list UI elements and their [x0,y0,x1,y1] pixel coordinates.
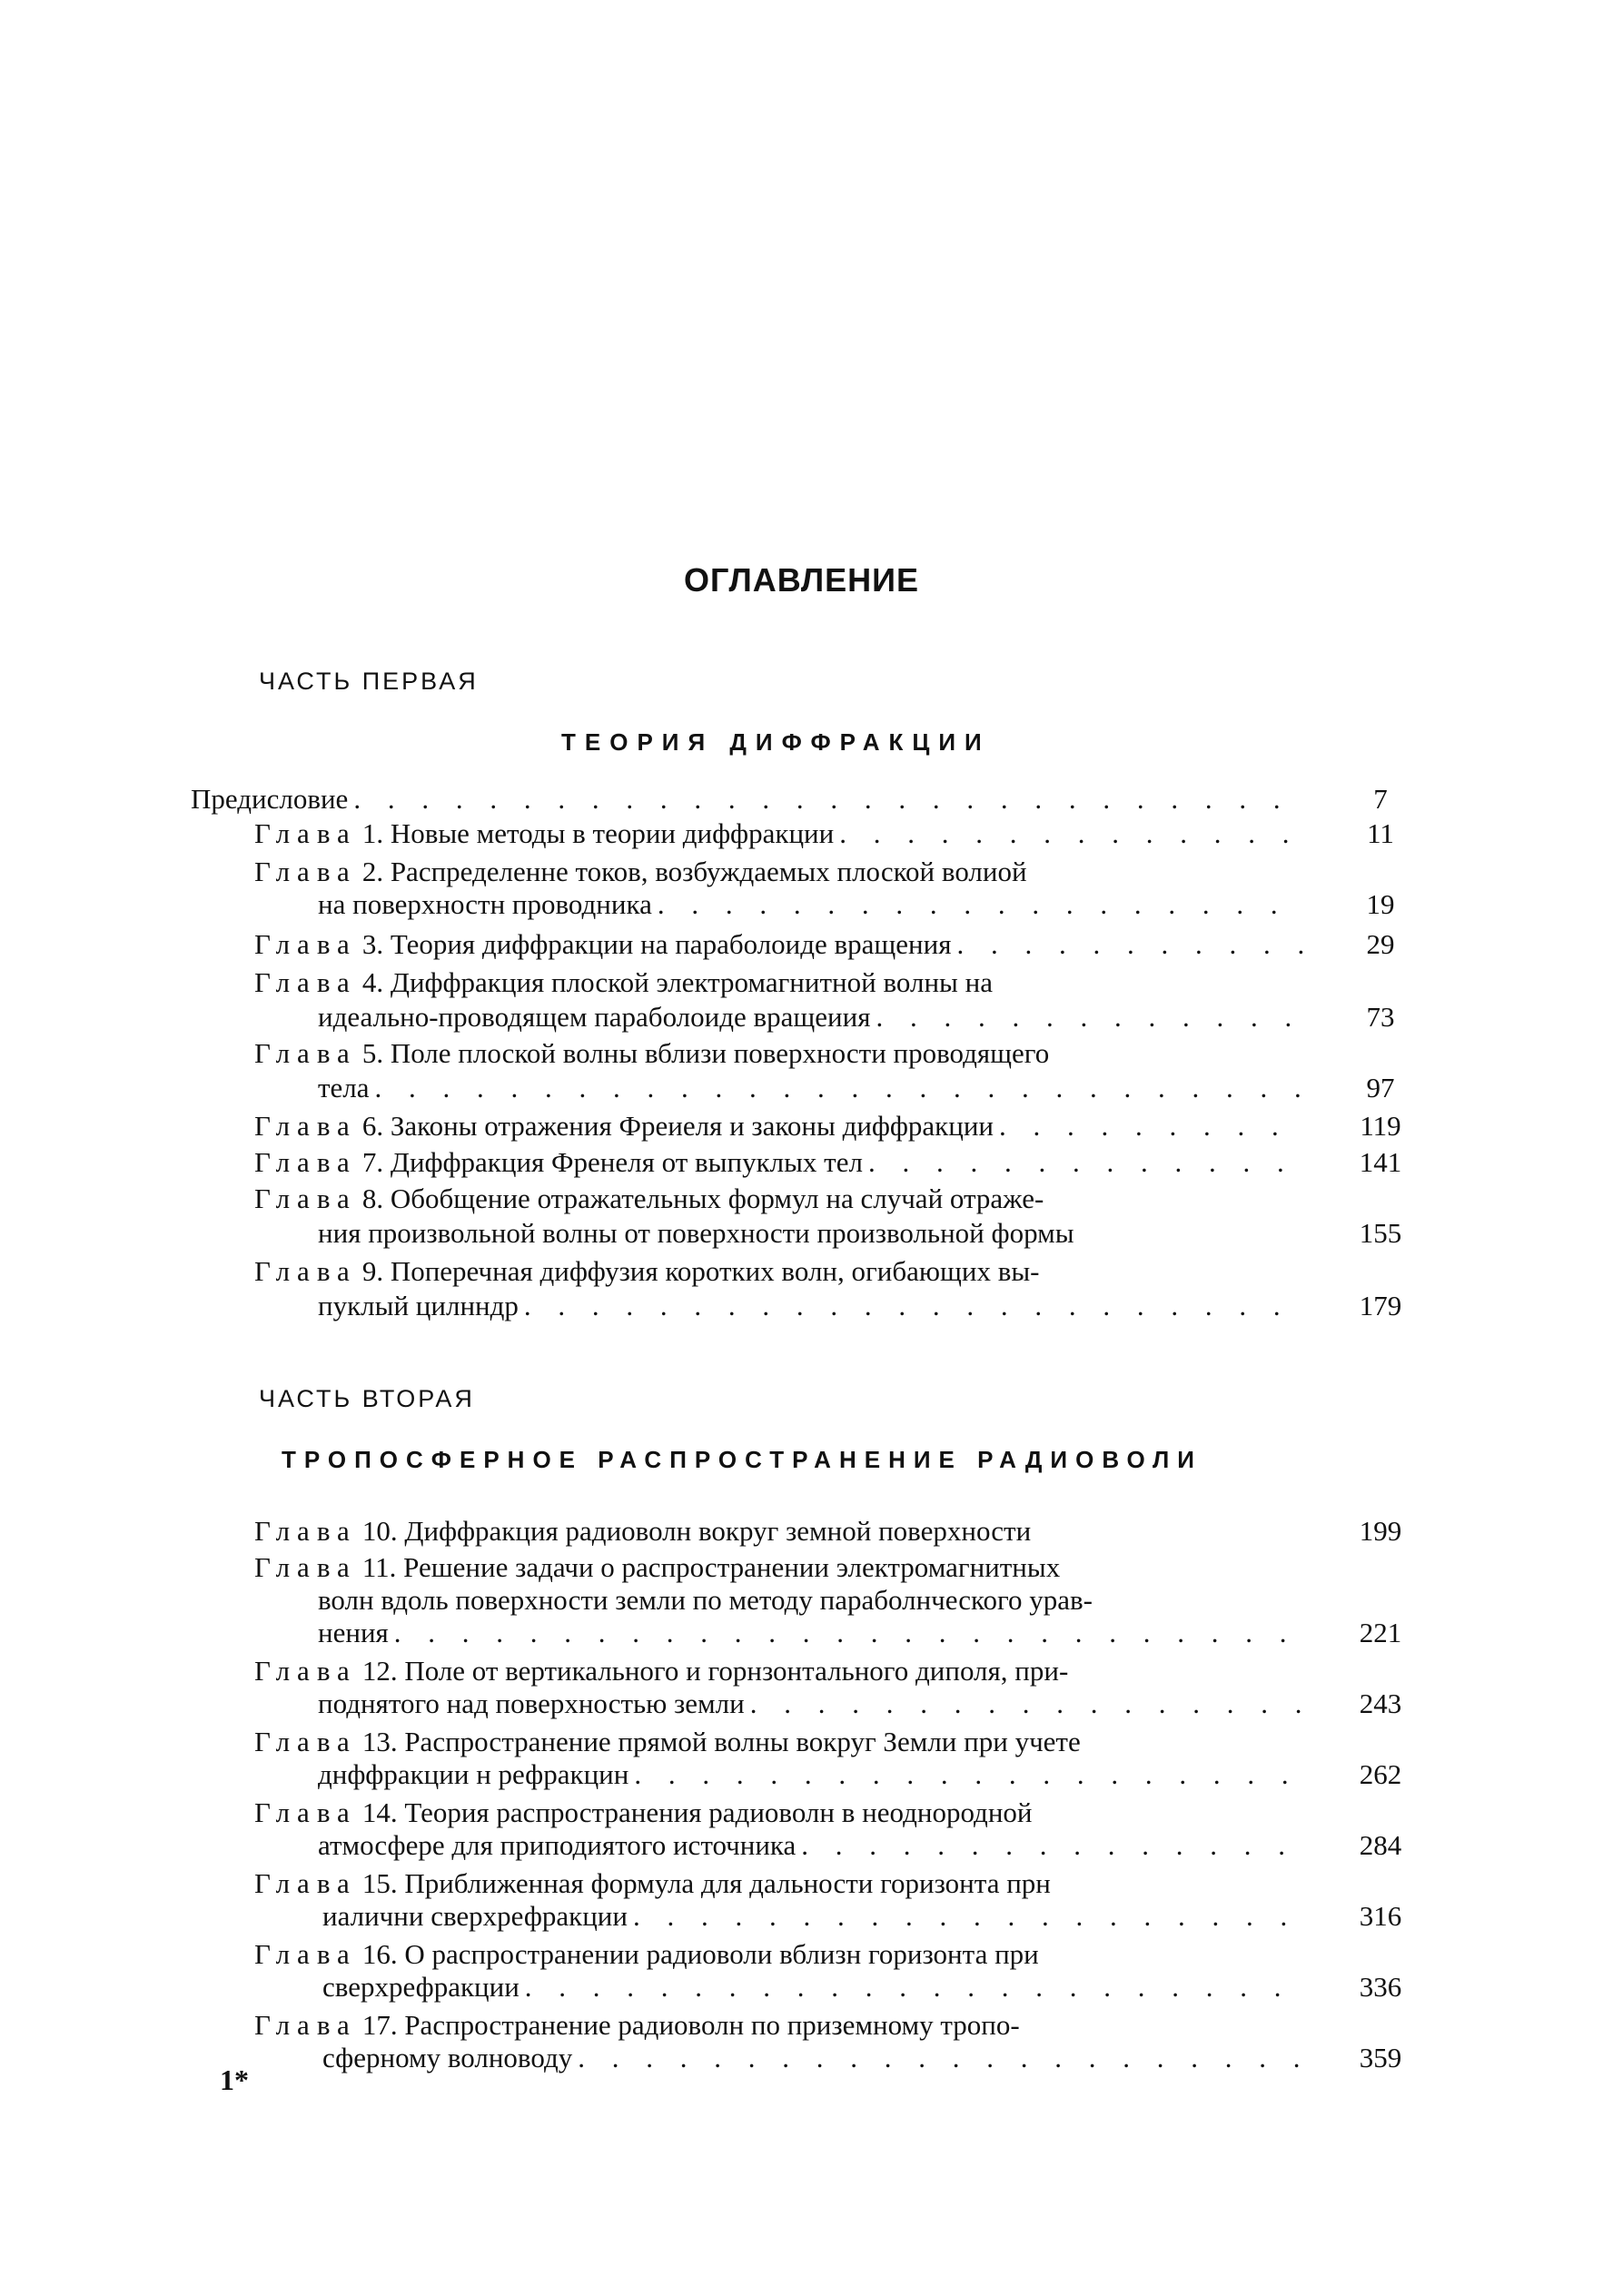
part-one-label: ЧАСТЬ ПЕРВАЯ [259,668,479,695]
entry-text: 3. Теория диффракции на параболоиде вращения [361,928,952,960]
leader-dots [868,1146,1303,1179]
page-number: 316 [1359,1900,1402,1932]
page-number: 243 [1359,1687,1402,1719]
chapter-prefix: Глава [254,1146,357,1178]
entry-text: 4. Диффракция плоской электромагнитной волны на [361,966,993,998]
leader-dots [839,817,1303,850]
page-number: 359 [1359,2042,1402,2073]
entry-text: 12. Поле от вертикального и горнзонтального диполя, при- [361,1655,1069,1687]
chapter-prefix: Глава [254,1255,357,1287]
entry-text-continued: волн вдоль поверхности земли по методу параболнческого урав- [318,1584,1093,1616]
leader-dots [801,1829,1303,1862]
page-number: 119 [1360,1110,1401,1142]
chapter-prefix: Глава [254,1796,357,1828]
leader-dots [633,1900,1303,1933]
entry-text-continued: идеально-проводящем параболоиде вращеиия [318,1001,871,1033]
entry-text: 7. Диффракция Френеля от выпуклых тел [361,1146,863,1178]
chapter-prefix: Глава [254,1110,357,1142]
entry-text: 9. Поперечная диффузия коротких волн, огибающих вы- [361,1255,1040,1287]
entry-text-continued: атмосфере для приподиятого источника [318,1829,797,1861]
chapter-prefix: Глава [254,856,357,887]
leader-dots [353,783,1303,816]
entry-text-continued: нения [318,1617,389,1648]
entry-text: 10. Диффракция радиоволн вокруг земной поверхности [361,1515,1032,1547]
leader-dots [524,1290,1303,1322]
entry-text-continued: тела [318,1072,370,1103]
entry-text: 8. Обобщение отражательных формул на случай отраже- [361,1183,1044,1214]
entry-text: 2. Распределенне токов, возбуждаемых плоской волиой [361,856,1027,887]
page-number: 199 [1359,1515,1402,1547]
chapter-prefix: Глава [254,1655,357,1687]
entry-text: 1. Новые методы в теории диффракции [361,817,835,849]
part-two-label: ЧАСТЬ ВТОРАЯ [259,1385,475,1412]
leader-dots [999,1110,1303,1143]
entry-text: 17. Распространение радиоволн по приземному тропо- [361,2009,1020,2041]
chapter-prefix: Глава [254,1726,357,1757]
entry-text: 15. Приближенная формула для дальности горизонта прн [361,1867,1051,1899]
entry-text-continued: поднятого над поверхностью земли [318,1687,745,1719]
page-number: 97 [1366,1072,1395,1103]
page-number: 73 [1366,1001,1395,1033]
chapter-prefix: Глава [254,1938,357,1970]
leader-dots [375,1072,1303,1104]
page-number: 179 [1359,1290,1402,1321]
entry-text: 11. Решение задачи о распространении электромагнитных [361,1551,1061,1583]
entry-text-continued: сверхрефракции [322,1971,519,2003]
entry-text: 6. Законы отражения Фреиеля и законы диффракции [361,1110,994,1142]
entry-text: 5. Поле плоской волны вблизи поверхности проводящего [361,1037,1050,1069]
chapter-prefix: Глава [254,817,357,849]
page-number: 11 [1367,817,1394,849]
part-two-title: ТРОПОСФЕРНОЕ РАСПРОСТРАНЕНИЕ РАДИОВОЛИ [282,1446,1202,1473]
leader-dots [750,1687,1303,1720]
entry-text: 14. Теория распространения радиоволн в неоднородной [361,1796,1033,1828]
chapter-prefix: Глава [254,1515,357,1547]
chapter-prefix: Глава [254,2009,357,2041]
entry-text-continued: сферному волноводу [322,2042,573,2073]
page-number: 262 [1359,1758,1402,1790]
page-number: 221 [1359,1617,1402,1648]
chapter-prefix: Глава [254,966,357,998]
entry-text-continued: ния произвольной волны от поверхности произвольной формы [318,1217,1074,1249]
chapter-prefix: Глава [254,928,357,960]
page-number: 155 [1359,1217,1402,1249]
entry-text-continued: иалични сверхрефракции [322,1900,628,1932]
page-number: 29 [1366,928,1395,960]
entry-text-continued: днффракции н рефракцин [318,1758,629,1790]
page-number: 19 [1366,888,1395,920]
page-number: 336 [1359,1971,1402,2003]
leader-dots [957,928,1304,961]
chapter-prefix: Глава [254,1037,357,1069]
entry-text: Предисловие [191,783,349,815]
leader-dots [578,2042,1303,2074]
leader-dots [394,1617,1303,1649]
leader-dots [525,1971,1303,2004]
chapter-prefix: Глава [254,1551,357,1583]
page-number: 284 [1359,1829,1402,1861]
page-number: 141 [1359,1146,1402,1178]
entry-text-continued: пуклый цилнндр [318,1290,519,1321]
chapter-prefix: Глава [254,1183,357,1214]
leader-dots [634,1758,1303,1791]
entry-text: 16. О распространении радиоволи вблизн горизонта при [361,1938,1039,1970]
entry-text-continued: на поверхностн проводника [318,888,652,920]
page-title: ОГЛАВЛЕНИЕ [683,561,920,599]
leader-dots [658,888,1303,921]
part-one-title: ТЕОРИЯ ДИФФРАКЦИИ [561,728,991,756]
leader-dots [876,1001,1303,1034]
entry-text: 13. Распространение прямой волны вокруг Земли при учете [361,1726,1081,1757]
signature-mark: 1* [220,2063,249,2096]
page-number: 7 [1373,783,1388,815]
chapter-prefix: Глава [254,1867,357,1899]
